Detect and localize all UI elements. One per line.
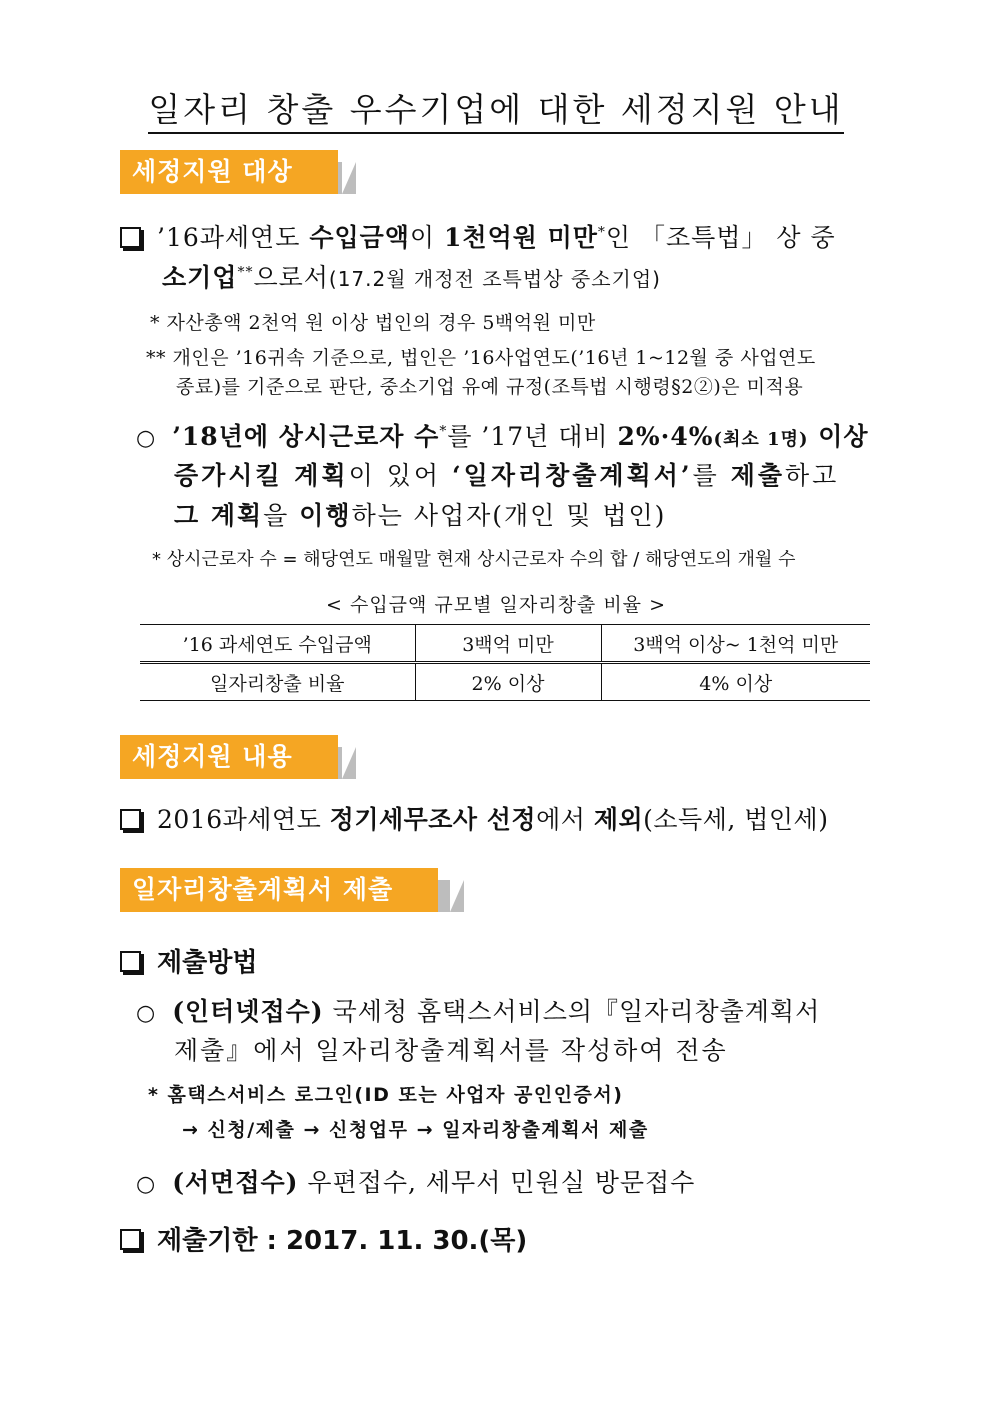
circle-bullet-icon: ○ <box>136 426 157 451</box>
section-header-target <box>120 150 355 194</box>
page-title: 일자리 창출 우수기업에 대한 세정지원 안내 <box>0 84 992 131</box>
checkbox-square-icon <box>120 227 141 248</box>
table-header-cell: 3백억 미만 <box>415 625 601 663</box>
online-line1: ○ (인터넷접수) 국세청 홈택스서비스의『일자리창출계획서 <box>136 997 821 1026</box>
online-line2: 제출』에서 일자리창출계획서를 작성하여 전송 <box>174 1036 728 1065</box>
table-header-row <box>140 625 870 663</box>
section-header-label: 일자리창출계획서 제출 <box>120 868 438 912</box>
circle-bullet-icon: ○ <box>136 1001 157 1026</box>
section-header-label: 세정지원 대상 <box>120 150 338 194</box>
table-caption: < 수입금액 규모별 일자리창출 비율 > <box>326 594 666 616</box>
circle-item-line3: 그 계획을 이행하는 사업자(개인 및 법인) <box>174 501 667 530</box>
hometax-path-line2: → 신청/제출 → 신청업무 → 일자리창출계획서 제출 <box>182 1119 649 1141</box>
target-item-line1: ’16과세연도 수입금액이 1천억원 미만*인 「조특법」 상 중 <box>120 218 836 254</box>
section-header-content <box>120 735 355 779</box>
submit-method: 제출방법 <box>120 942 257 979</box>
circle-item-line1: ○ ’18년에 상시근로자 수*를 ’17년 대비 2%·4%(최소 1명) 이상 <box>136 422 869 451</box>
table-cell: 2% 이상 <box>415 663 601 701</box>
note-workers: * 상시근로자 수 = 해당연도 매월말 현재 상시근로자 수의 합 / 해당연도의 개월 수 <box>152 549 796 570</box>
content-item: 2016과세연도 정기세무조사 선정에서 제외(소득세, 법인세) <box>120 800 828 836</box>
target-item-line2: 소기업**으로서(17.2월 개정전 조특법상 중소기업) <box>162 263 661 292</box>
table-cell: 일자리창출 비율 <box>140 663 415 701</box>
table-header-cell: 3백억 이상~ 1천억 미만 <box>601 625 870 663</box>
hometax-path-line1: * 홈택스서비스 로그인(ID 또는 사업자 공인인증서) <box>148 1084 624 1106</box>
checkbox-square-icon <box>120 809 141 830</box>
note-individual-line1: ** 개인은 ’16귀속 기준으로, 법인은 ’16사업연도(’16년 1~12월 중 사업연도 <box>146 347 816 369</box>
note-asset: * 자산총액 2천억 원 이상 법인의 경우 5백억원 미만 <box>150 312 596 334</box>
section-header-submit <box>120 868 465 912</box>
note-individual-line2: 종료)를 기준으로 판단, 중소기업 유예 규정(조특법 시행령§2②)은 미적용 <box>176 376 804 398</box>
paper-line: ○ (서면접수) 우편접수, 세무서 민원실 방문접수 <box>136 1168 696 1197</box>
table-row <box>140 663 870 701</box>
checkbox-square-icon <box>120 1229 141 1250</box>
circle-item-line2: 증가시킬 계획이 있어 ‘일자리창출계획서’를 제출하고 <box>174 461 840 490</box>
table-cell: 4% 이상 <box>601 663 870 701</box>
submit-deadline: 제출기한 : 2017. 11. 30.(목) <box>120 1220 527 1257</box>
table-header-cell: ’16 과세연도 수입금액 <box>140 625 415 663</box>
section-header-label: 세정지원 내용 <box>120 735 338 779</box>
circle-bullet-icon: ○ <box>136 1172 157 1197</box>
checkbox-square-icon <box>120 951 141 972</box>
ratio-table <box>140 624 870 701</box>
